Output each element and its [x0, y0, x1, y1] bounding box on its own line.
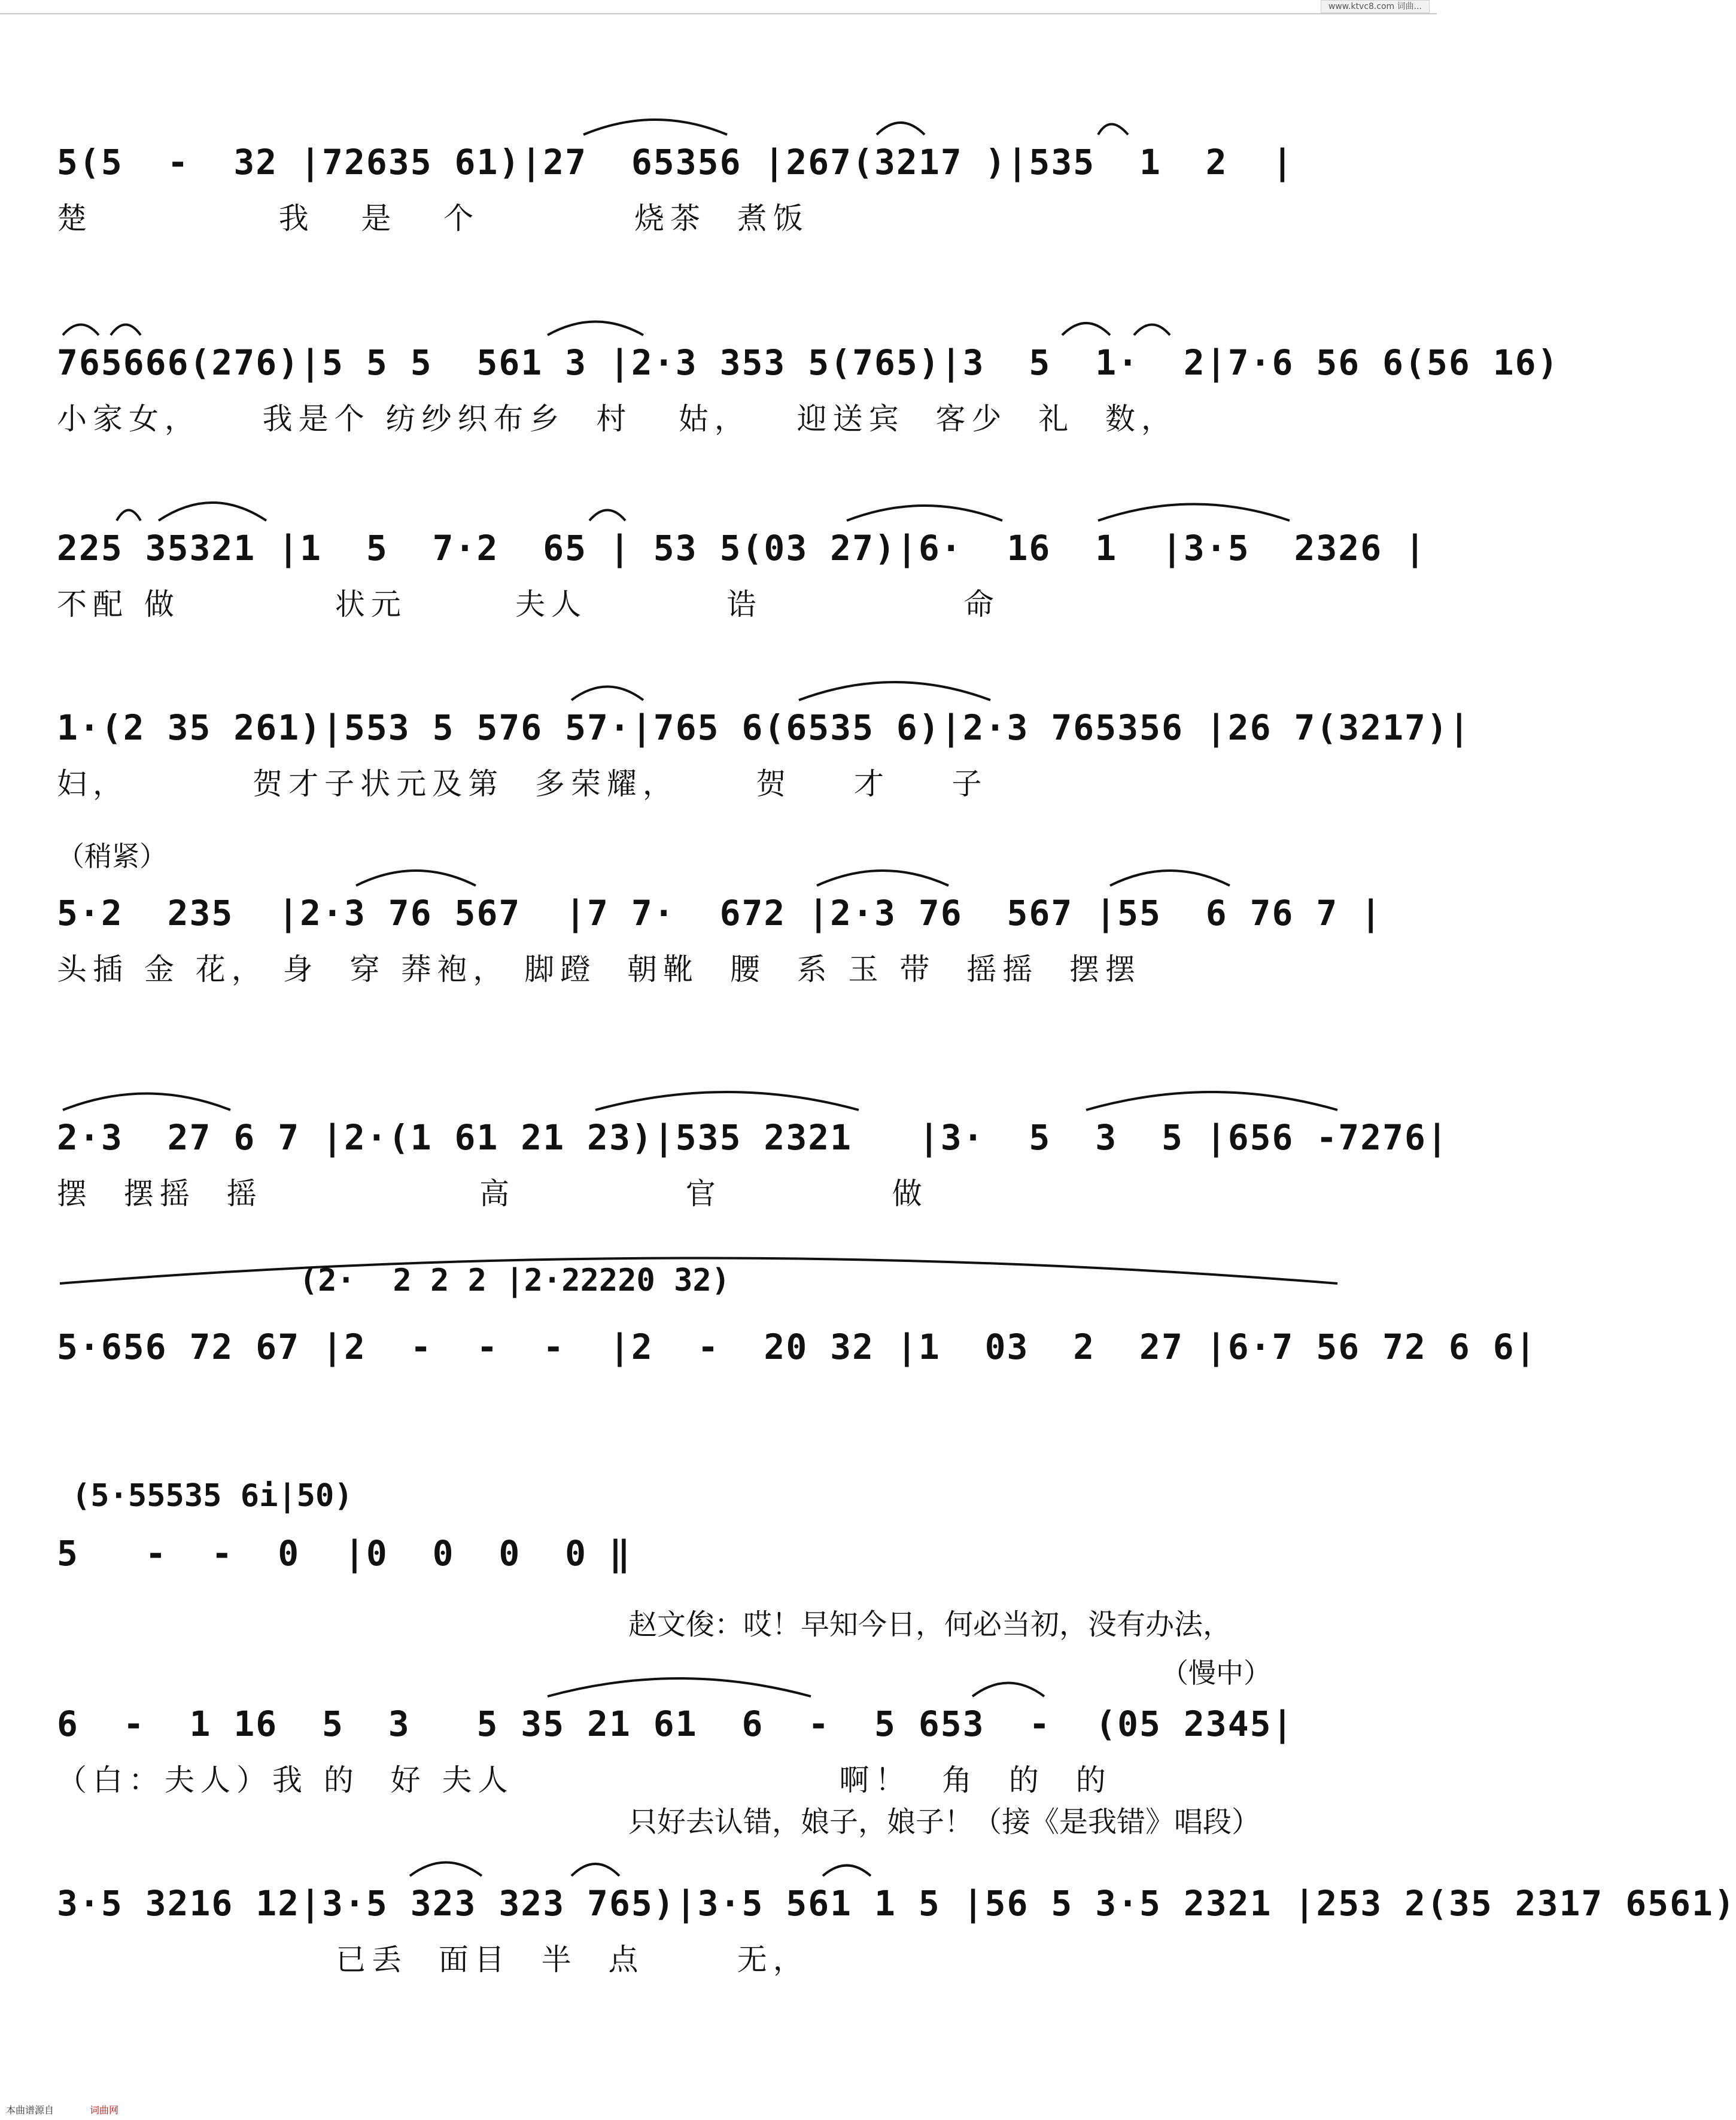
speech-line-1: 赵文俊：哎！早知今日，何必当初，没有办法， — [628, 1608, 1232, 1641]
score-row-5 — [57, 892, 1383, 987]
score-row-7 — [57, 1325, 1537, 1385]
notation-line: 225 35321 |1 5 7·2 65 | 53 5(03 27)|6· 16 1 |3·5 2326 | — [57, 528, 1427, 568]
footer-source-label: 本曲谱源自 — [6, 2104, 54, 2116]
notation-line: 5(5 - 32 |72635 61)|27 65356 |267(3217 )|535 1 2 | — [57, 142, 1294, 183]
notation-line: 765666(276)|5 5 5 561 3 |2·3 353 5(765)|3 5 1· 2|7·6 56 6(56 16) — [57, 342, 1559, 383]
notation-line: 5·2 235 |2·3 76 567 |7 7· 672 |2·3 76 567 |55 6 76 7 | — [57, 893, 1383, 933]
footer-site-link[interactable]: 词曲网 — [90, 2104, 119, 2116]
lyrics-line: 不配 做 状元 夫人 诰 命 — [57, 587, 1000, 622]
notation-line: 3·5 3216 12|3·5 323 323 765)|3·5 561 1 5 |56 5 3·5 2321 |253 2(35 2317 6561) — [57, 1883, 1736, 1924]
slur-marks — [57, 299, 1343, 341]
score-row-10 — [57, 1882, 1736, 1978]
notation-line: 6 - 1 16 5 3 5 35 21 61 6 - 5 653 - (05 2345| — [57, 1704, 1294, 1744]
tempo-marking: （稍紧） — [57, 840, 167, 872]
notation-line: 5·656 72 67 |2 - - - |2 - 20 32 |1 03 2 27 |6·7 56 72 6 6| — [57, 1327, 1537, 1367]
site-badge: www.ktvc8.com 词曲... — [1321, 0, 1430, 13]
notation-line: 1·(2 35 261)|553 5 576 57·|765 6(6535 6)|2·3 765356 |26 7(3217)| — [57, 707, 1471, 748]
slur-marks — [57, 664, 1343, 706]
lyrics-line: 妇， 贺才子状元及第 多荣耀， 贺 才 子 — [57, 767, 988, 801]
speech-line-2: 只好去认错，娘子，娘子！（接《是我错》唱段） — [628, 1805, 1261, 1839]
lyrics-line: 摆 摆摇 摇 高 官 做 — [57, 1176, 928, 1211]
lyrics-line: 头插 金 花， 身 穿 莽袍， 脚蹬 朝靴 腰 系 玉 带 摇摇 摆摆 — [57, 952, 1141, 987]
score-row-8 — [57, 1532, 631, 1575]
score-row-6 — [57, 1116, 1449, 1212]
slur-marks — [57, 850, 1343, 892]
score-row-1 — [57, 141, 1343, 236]
top-divider-line — [0, 13, 1437, 14]
score-row-2 — [57, 341, 1559, 437]
score-row-3 — [57, 527, 1427, 622]
score-row-9 — [57, 1702, 1343, 1798]
lyrics-line: 已丢 面目 半 点 无， — [57, 1942, 809, 1977]
slur-marks — [57, 485, 1343, 527]
slur-marks — [57, 99, 1343, 141]
score-row-4 — [57, 706, 1471, 802]
upper-notation-line: (5·55535 6i|50) — [72, 1478, 353, 1514]
notation-line: 2·3 27 6 7 |2·(1 61 21 23)|535 2321 |3· 5 3 5 |656 -7276| — [57, 1117, 1449, 1158]
lyrics-line: 楚 我 是 个 烧茶 煮饭 — [57, 201, 809, 236]
notation-line: 5 - - 0 |0 0 0 0 ‖ — [57, 1533, 631, 1574]
slur-marks — [57, 1074, 1343, 1116]
upper-notation-line: (2· 2 2 2 |2·22220 32) — [299, 1263, 731, 1298]
lyrics-line: （白：夫人）我 的 好 夫人 啊！ 角 的 的 — [57, 1763, 1112, 1797]
spoken-dialogue — [628, 1460, 1406, 1921]
lyrics-line: 小家女， 我是个 纺纱织布乡 村 姑， 迎送宾 客少 礼 数， — [57, 402, 1177, 436]
tempo-marking: （慢中） — [1161, 1657, 1271, 1689]
